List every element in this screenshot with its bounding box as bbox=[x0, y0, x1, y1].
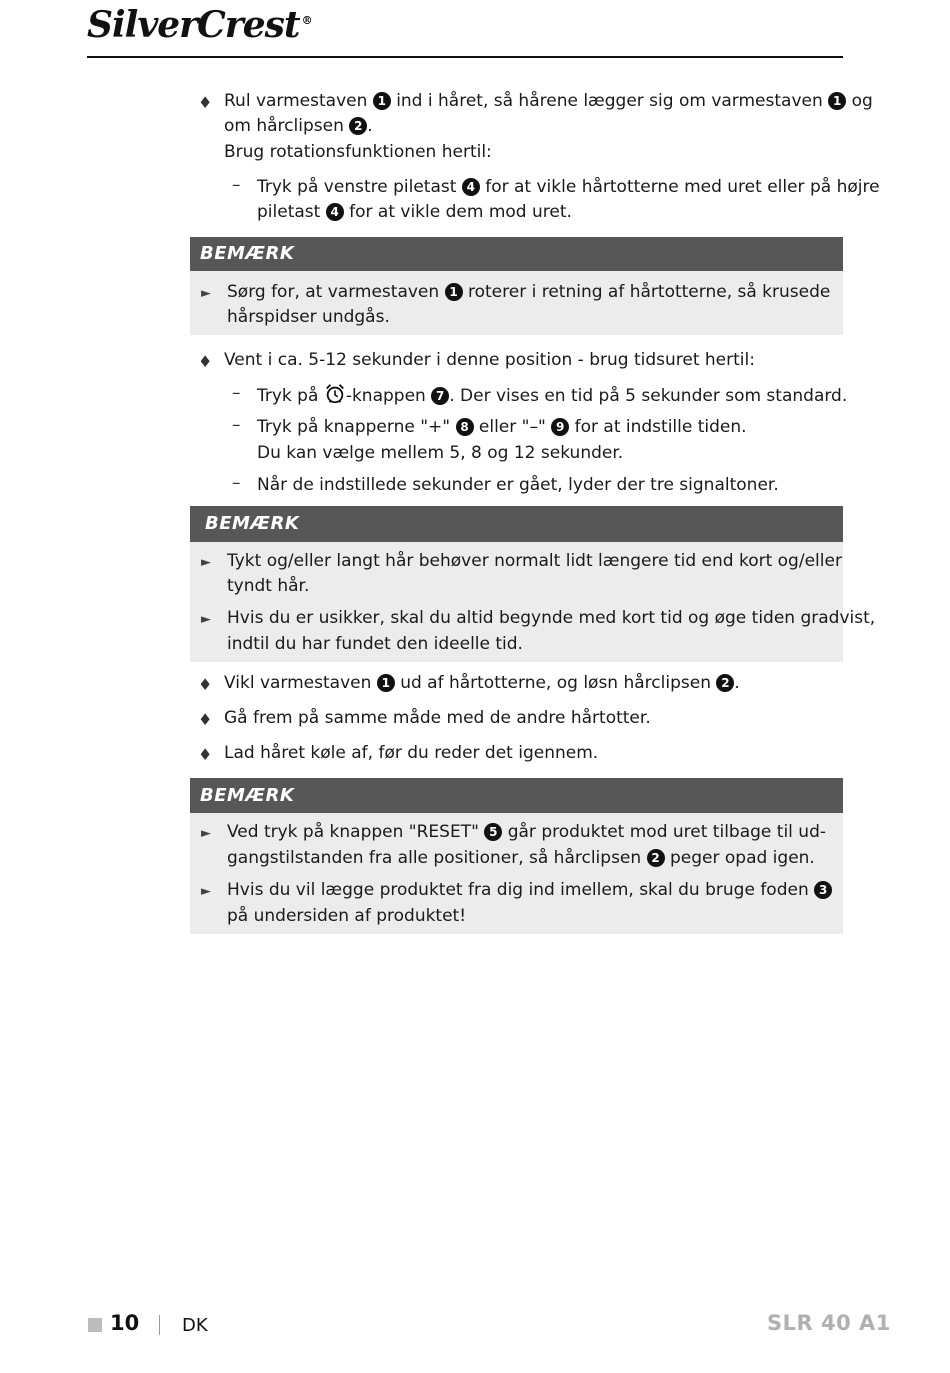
model-number: SLR 40 A1 bbox=[767, 1311, 891, 1335]
alarm-clock-icon bbox=[324, 383, 346, 405]
text-run: gangstilstanden fra alle positioner, så hårclipsen bbox=[227, 848, 642, 868]
logo-text: SilverCrest bbox=[87, 4, 300, 46]
text-line: Du kan vælge mellem 5, 8 og 12 sekunder. bbox=[257, 443, 624, 463]
reference-number-badge: 4 bbox=[462, 178, 480, 196]
text-line: indtil du har fundet den ideelle tid. bbox=[227, 634, 523, 654]
dash-bullet: – bbox=[232, 175, 241, 195]
text-run: for at vikle dem mod uret. bbox=[349, 202, 572, 222]
text-run: Rul varmestaven bbox=[224, 91, 368, 111]
note-title: BEMÆRK bbox=[200, 243, 295, 264]
note-header bbox=[190, 506, 843, 542]
text-line bbox=[257, 175, 880, 200]
reference-number-badge: 2 bbox=[716, 674, 734, 692]
language-code: DK bbox=[182, 1315, 208, 1336]
dash-bullet: – bbox=[232, 383, 241, 403]
reference-number-badge: 1 bbox=[445, 283, 463, 301]
right-pointer-icon: ► bbox=[201, 555, 211, 570]
diamond-bullet-icon: ♦ bbox=[198, 745, 213, 764]
text-run: om hårclipsen bbox=[224, 116, 344, 136]
registered-mark: ® bbox=[301, 14, 312, 27]
text-run: Tryk på venstre piletast bbox=[257, 177, 457, 197]
footer-square bbox=[88, 1318, 102, 1332]
diamond-bullet-icon: ♦ bbox=[198, 352, 213, 371]
text-line bbox=[224, 671, 740, 696]
text-run: og bbox=[851, 91, 873, 111]
text-run: piletast bbox=[257, 202, 321, 222]
dash-bullet: – bbox=[232, 415, 241, 435]
reference-number-badge: 7 bbox=[431, 387, 449, 405]
text-line: Vent i ca. 5-12 sekunder i denne position - brug tidsuret hertil: bbox=[224, 350, 755, 370]
text-run: eller "–" bbox=[478, 417, 546, 437]
text-line: Lad håret køle af, før du reder det igennem. bbox=[224, 743, 599, 763]
text-run: Tryk på bbox=[257, 386, 319, 406]
text-line bbox=[227, 280, 830, 305]
text-run: Sørg for, at varmestaven bbox=[227, 282, 440, 302]
text-run: for at indstille tiden. bbox=[574, 417, 747, 437]
text-line: hårspidser undgås. bbox=[227, 307, 390, 327]
text-line bbox=[257, 415, 747, 440]
note-header bbox=[190, 237, 843, 271]
note-title: BEMÆRK bbox=[200, 785, 295, 806]
reference-number-badge: 2 bbox=[349, 117, 367, 135]
page-number: 10 bbox=[110, 1311, 140, 1335]
text-line bbox=[224, 89, 873, 114]
reference-number-badge: 2 bbox=[647, 849, 665, 867]
text-line: Gå frem på samme måde med de andre hårtotter. bbox=[224, 708, 651, 728]
footer-divider bbox=[159, 1315, 160, 1335]
dash-bullet: – bbox=[232, 473, 241, 493]
text-line bbox=[227, 878, 832, 903]
text-run: Tryk på knapperne "+" bbox=[257, 417, 451, 437]
text-run: . bbox=[734, 673, 740, 693]
text-run: -knappen bbox=[345, 386, 426, 406]
text-line: Tykt og/eller langt hår behøver normalt lidt længere tid end kort og/eller bbox=[227, 551, 842, 571]
text-line: Hvis du er usikker, skal du altid begynde med kort tid og øge tiden gradvist, bbox=[227, 608, 876, 628]
reference-number-badge: 1 bbox=[377, 674, 395, 692]
text-line: på undersiden af produktet! bbox=[227, 906, 467, 926]
text-line bbox=[257, 383, 847, 409]
text-run: for at vikle hårtotterne med uret eller på højre bbox=[485, 177, 880, 197]
reference-number-badge: 5 bbox=[484, 823, 502, 841]
text-run: roterer i retning af hårtotterne, så krusede bbox=[467, 282, 831, 302]
reference-number-badge: 9 bbox=[551, 418, 569, 436]
text-run: . bbox=[367, 116, 373, 136]
text-run: Vikl varmestaven bbox=[224, 673, 372, 693]
reference-number-badge: 8 bbox=[456, 418, 474, 436]
diamond-bullet-icon: ♦ bbox=[198, 675, 213, 694]
text-run: Ved tryk på knappen "RESET" bbox=[227, 822, 479, 842]
note-header bbox=[190, 778, 843, 813]
text-run: . Der vises en tid på 5 sekunder som standard. bbox=[449, 386, 848, 406]
brand-logo bbox=[87, 4, 312, 46]
text-run: ind i håret, så hårene lægger sig om varmestaven bbox=[396, 91, 823, 111]
right-pointer-icon: ► bbox=[201, 612, 211, 627]
header-rule bbox=[87, 56, 843, 58]
reference-number-badge: 1 bbox=[828, 92, 846, 110]
text-run: ud af hårtotterne, og løsn hårclipsen bbox=[400, 673, 711, 693]
diamond-bullet-icon: ♦ bbox=[198, 710, 213, 729]
text-line: Når de indstillede sekunder er gået, lyder der tre signaltoner. bbox=[257, 475, 779, 495]
right-pointer-icon: ► bbox=[201, 826, 211, 841]
right-pointer-icon: ► bbox=[201, 286, 211, 301]
text-line: tyndt hår. bbox=[227, 576, 310, 596]
text-run: peger opad igen. bbox=[669, 848, 815, 868]
reference-number-badge: 1 bbox=[373, 92, 391, 110]
text-run: går produktet mod uret tilbage til ud- bbox=[507, 822, 826, 842]
text-line bbox=[227, 820, 826, 845]
diamond-bullet-icon: ♦ bbox=[198, 93, 213, 112]
text-line bbox=[257, 200, 572, 225]
right-pointer-icon: ► bbox=[201, 884, 211, 899]
text-run: Hvis du vil lægge produktet fra dig ind imellem, skal du bruge foden bbox=[227, 880, 809, 900]
reference-number-badge: 4 bbox=[326, 203, 344, 221]
reference-number-badge: 3 bbox=[814, 881, 832, 899]
text-line bbox=[227, 846, 815, 871]
text-line bbox=[224, 114, 373, 139]
note-title: BEMÆRK bbox=[205, 513, 300, 534]
text-line: Brug rotationsfunktionen hertil: bbox=[224, 142, 492, 162]
